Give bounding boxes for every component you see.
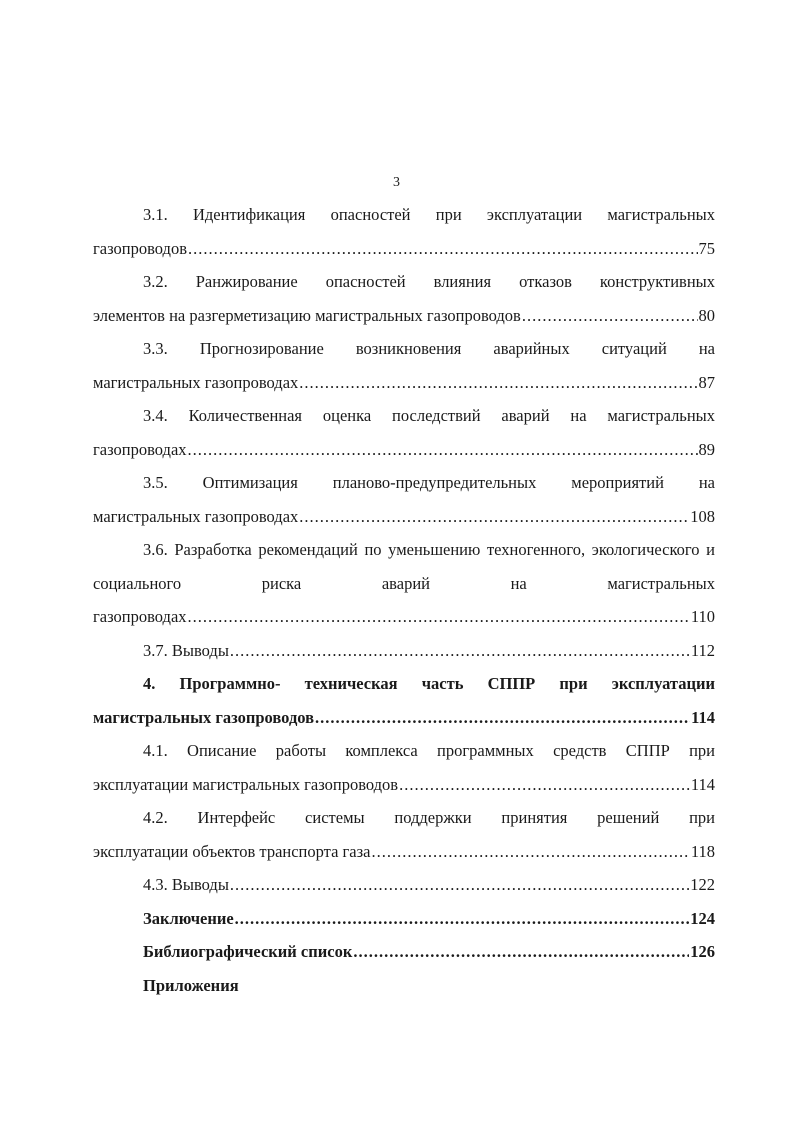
toc-page-number: 126 <box>690 942 715 961</box>
dot-leader <box>230 634 690 668</box>
toc-page-number: 89 <box>698 439 715 459</box>
toc-entry-heading: 3.4. Количественная оценка последствий аварий на магистральных <box>143 406 715 425</box>
toc-entry-heading: 3.3. Прогнозирование возникновения аварийных ситуаций на <box>143 339 715 358</box>
toc-entry-heading: 3.5. Оптимизация планово-предупредительных мероприятий на <box>143 473 715 492</box>
toc-entry-title-end: элементов на разгерметизацию магистральных газопроводов <box>93 305 521 325</box>
toc-entry-title-end: Заключение <box>143 908 234 928</box>
toc-entry-title-end: газопроводах <box>93 439 187 459</box>
toc-entry-3-7 <box>93 634 715 668</box>
toc-entry-3-4 <box>93 399 715 466</box>
toc-page-number: 87 <box>698 372 715 392</box>
dot-leader <box>188 433 698 467</box>
toc-page-number: 112 <box>690 640 715 660</box>
toc-entry-heading: 4.2. Интерфейс системы поддержки принятия решений при <box>143 808 715 827</box>
toc-page-number: 80 <box>698 305 715 325</box>
dot-leader <box>299 500 689 534</box>
toc-entry-4 <box>93 667 715 734</box>
toc-entry-3-6 <box>93 533 715 634</box>
toc-entry-heading: 3.6. Разработка рекомендаций по уменьшению техногенного, экологического и социального риска аварий на магистральных <box>93 540 715 593</box>
toc-entry-title-end: магистральных газопроводах <box>93 506 299 526</box>
toc-page-number: 118 <box>690 841 715 861</box>
toc-entry-3-3 <box>93 332 715 399</box>
toc-entry-heading: 4.1. Описание работы комплекса программных средств СППР при <box>143 741 715 760</box>
toc-page-number: 122 <box>690 875 715 894</box>
toc-entry-4-3 <box>93 868 715 902</box>
dot-leader <box>353 935 689 969</box>
toc-page-number: 114 <box>690 774 715 794</box>
toc-page-number: 110 <box>690 607 715 626</box>
toc-entry-title-end: магистральных газопроводах <box>93 372 299 392</box>
toc-entry-4-2 <box>93 801 715 868</box>
toc-entry-3-5 <box>93 466 715 533</box>
dot-leader <box>235 902 690 936</box>
toc-entry-heading: 4. Программно- техническая часть СППР при эксплуатации <box>143 674 715 693</box>
toc-entry-title-end: эксплуатации магистральных газопроводов <box>93 774 399 794</box>
toc-entry-heading: 3.1. Идентификация опасностей при эксплуатации магистральных <box>143 205 715 224</box>
toc-entry-conclusion <box>93 902 715 936</box>
toc-entry-title-end: газопроводах <box>93 607 187 626</box>
toc-entry-appendices <box>93 969 715 1003</box>
toc-entry-3-1 <box>93 198 715 265</box>
dot-leader <box>522 299 698 333</box>
dot-leader <box>188 232 698 266</box>
dot-leader <box>299 366 697 400</box>
dot-leader <box>230 868 689 902</box>
dot-leader <box>188 600 690 634</box>
toc-entry-title-end: 3.7. Выводы <box>143 640 229 660</box>
toc-entry-title-end: 4.3. Выводы <box>143 875 229 894</box>
toc-page-number: 75 <box>698 238 715 258</box>
dot-leader <box>399 768 690 802</box>
page-number: 3 <box>393 175 400 190</box>
toc-entry-title-end: эксплуатации объектов транспорта газа <box>93 841 371 861</box>
dot-leader <box>371 835 689 869</box>
toc-entry-bibliography <box>93 935 715 969</box>
toc-page-number: 108 <box>690 506 715 526</box>
toc-page-number: 114 <box>691 707 715 727</box>
toc-entry-title-end: Библиографический список <box>143 942 353 961</box>
toc-entry-3-2 <box>93 265 715 332</box>
toc-entry-4-1 <box>93 734 715 801</box>
table-of-contents <box>93 198 715 1002</box>
toc-entry-title-end: газопроводов <box>93 238 187 258</box>
toc-entry-title-end: Приложения <box>143 975 239 995</box>
toc-page-number: 124 <box>690 908 715 928</box>
toc-entry-title-end: магистральных газопроводов <box>93 707 315 727</box>
toc-entry-heading: 3.2. Ранжирование опасностей влияния отказов конструктивных <box>143 272 715 291</box>
dot-leader <box>315 701 690 735</box>
